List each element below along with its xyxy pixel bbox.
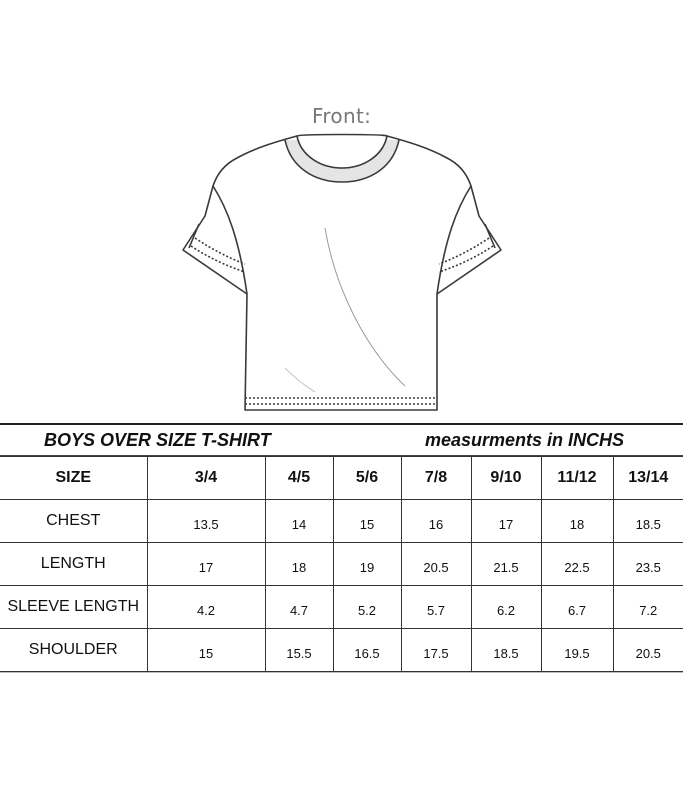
table-cell: 20.5 xyxy=(401,543,471,586)
header-size-label: SIZE xyxy=(0,457,147,500)
table-cell: 18.5 xyxy=(613,500,683,543)
table-cell: 18.5 xyxy=(471,629,541,672)
table-cell: 4.7 xyxy=(265,586,333,629)
table-cell: 17 xyxy=(147,543,265,586)
table-cell: 19 xyxy=(333,543,401,586)
table-cell: 21.5 xyxy=(471,543,541,586)
size-header: 4/5 xyxy=(265,457,333,500)
table-cell: 6.7 xyxy=(541,586,613,629)
table-cell: 13.5 xyxy=(147,500,265,543)
table-cell: 19.5 xyxy=(541,629,613,672)
table-cell: 4.2 xyxy=(147,586,265,629)
size-chart-title: BOYS OVER SIZE T-SHIRT xyxy=(44,430,271,450)
row-label: SHOULDER xyxy=(0,629,147,672)
table-cell: 14 xyxy=(265,500,333,543)
size-header: 5/6 xyxy=(333,457,401,500)
table-row xyxy=(0,629,683,672)
table-row xyxy=(0,586,683,629)
row-label: CHEST xyxy=(0,500,147,543)
table-cell: 18 xyxy=(265,543,333,586)
table-bottom-divider xyxy=(0,672,683,683)
row-label: LENGTH xyxy=(0,543,147,586)
table-cell: 15 xyxy=(333,500,401,543)
front-label: Front: xyxy=(312,104,372,128)
table-cell: 5.2 xyxy=(333,586,401,629)
size-header: 7/8 xyxy=(401,457,471,500)
table-cell: 15.5 xyxy=(265,629,333,672)
table-cell: 20.5 xyxy=(613,629,683,672)
table-cell: 7.2 xyxy=(613,586,683,629)
size-chart-title-row xyxy=(0,423,683,456)
size-header: 9/10 xyxy=(471,457,541,500)
table-cell: 17 xyxy=(471,500,541,543)
table-cell: 15 xyxy=(147,629,265,672)
size-header: 13/14 xyxy=(613,457,683,500)
table-cell: 16.5 xyxy=(333,629,401,672)
row-label: SLEEVE LENGTH xyxy=(0,586,147,629)
size-chart xyxy=(0,423,683,683)
size-header: 3/4 xyxy=(147,457,265,500)
table-header-row xyxy=(0,457,683,500)
size-table xyxy=(0,456,683,672)
table-cell: 6.2 xyxy=(471,586,541,629)
units-note: measurments in INCHS xyxy=(425,430,625,450)
table-cell: 16 xyxy=(401,500,471,543)
table-cell: 5.7 xyxy=(401,586,471,629)
table-cell: 22.5 xyxy=(541,543,613,586)
table-row xyxy=(0,543,683,586)
table-cell: 23.5 xyxy=(613,543,683,586)
table-cell: 18 xyxy=(541,500,613,543)
tshirt-front-illustration xyxy=(175,128,510,420)
table-cell: 17.5 xyxy=(401,629,471,672)
table-row xyxy=(0,500,683,543)
size-header: 11/12 xyxy=(541,457,613,500)
